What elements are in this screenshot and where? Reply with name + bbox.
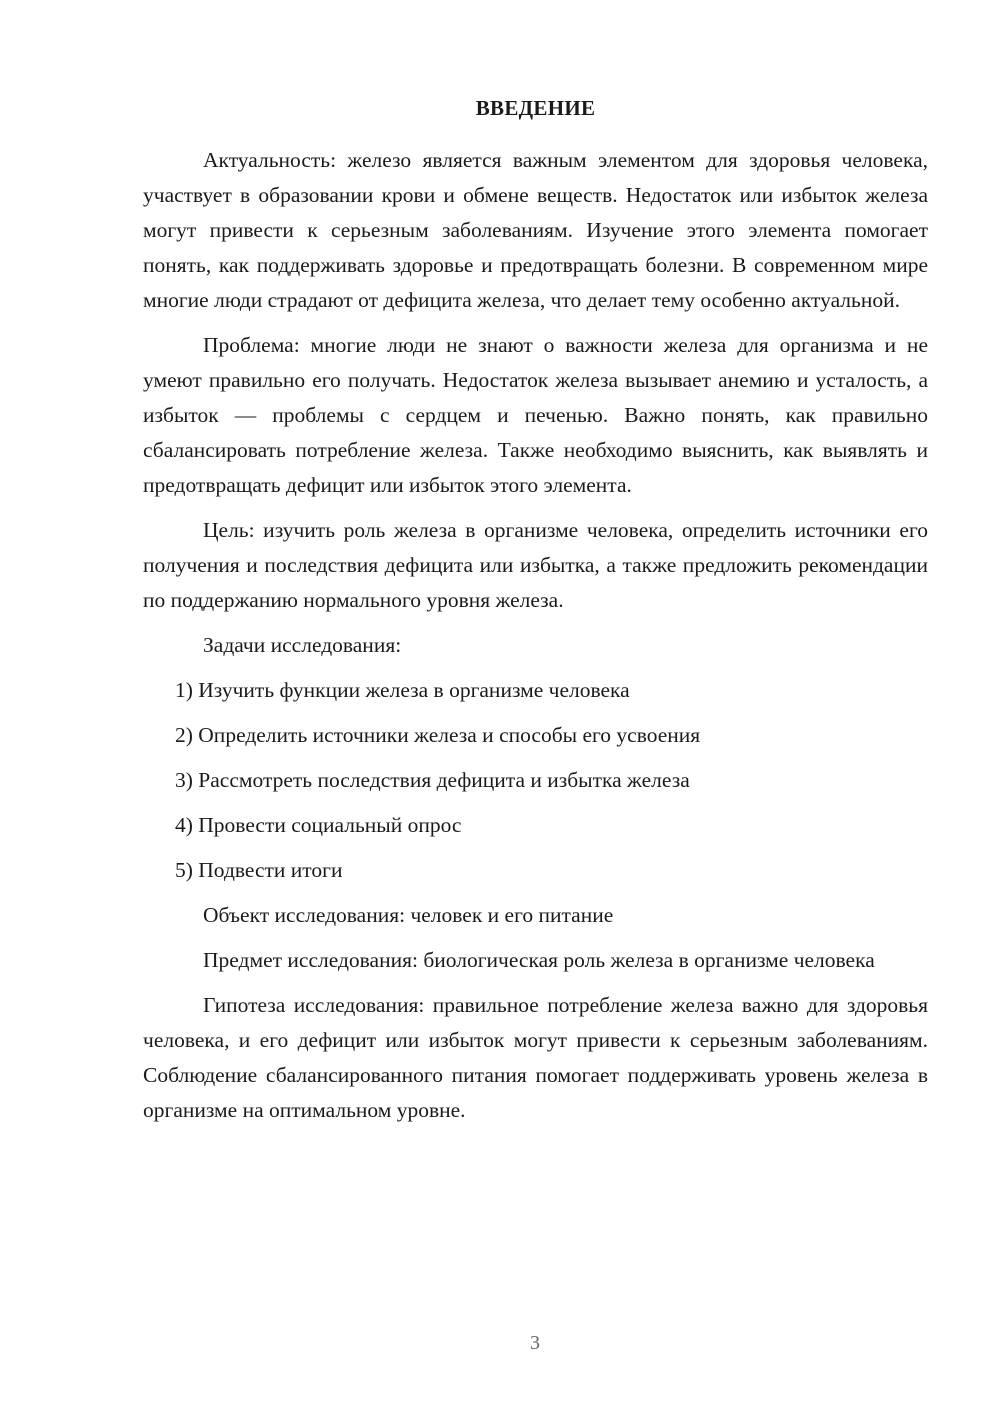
paragraph-object: Объект исследования: человек и его питание [203,903,614,927]
list-item: 1) Изучить функции железа в организме человека [175,678,630,702]
page-title: ВВЕДЕНИЕ [475,96,596,120]
document-body [143,143,928,1128]
paragraph-hypothesis: Гипотеза исследования: правильное потребление железа важно для здоровья человека, и его дефицит или избыток могут привести к серьезным заболеваниям. Соблюдение сбалансированного питания помогает поддерживать уровень железа в организме на оптимальном уровне. [143,993,928,1122]
list-item: 3) Рассмотреть последствия дефицита и избытка железа [175,768,690,792]
paragraph-subject: Предмет исследования: биологическая роль железа в организме человека [203,948,875,972]
tasks-heading: Задачи исследования: [203,633,402,657]
paragraph-problem: Проблема: многие люди не знают о важности железа для организма и не умеют правильно его получать. Недостаток железа вызывает анемию и усталость, а избыток — проблемы с сердцем и печенью. Важно понять, как правильно сбалансировать потребление железа. Также необходимо выяснить, как выявлять и предотвращать дефицит или избыток этого элемента. [143,333,928,497]
tasks-list [143,673,928,888]
paragraph-relevance: Актуальность: железо является важным элементом для здоровья человека, участвует в образовании крови и обмене веществ. Недостаток или избыток железа могут привести к серьезным заболеваниям. Изучение этого элемента помогает понять, как поддерживать здоровье и предотвращать болезни. В современном мире многие люди страдают от дефицита железа, что делает тему особенно актуальной. [143,148,928,312]
page-number: 3 [530,1332,540,1354]
list-item: 5) Подвести итоги [175,858,343,882]
list-item: 4) Провести социальный опрос [175,813,462,837]
paragraph-goal: Цель: изучить роль железа в организме человека, определить источники его получения и последствия дефицита или избытка, а также предложить рекомендации по поддержанию нормального уровня железа. [143,518,928,612]
list-item: 2) Определить источники железа и способы его усвоения [175,723,701,747]
